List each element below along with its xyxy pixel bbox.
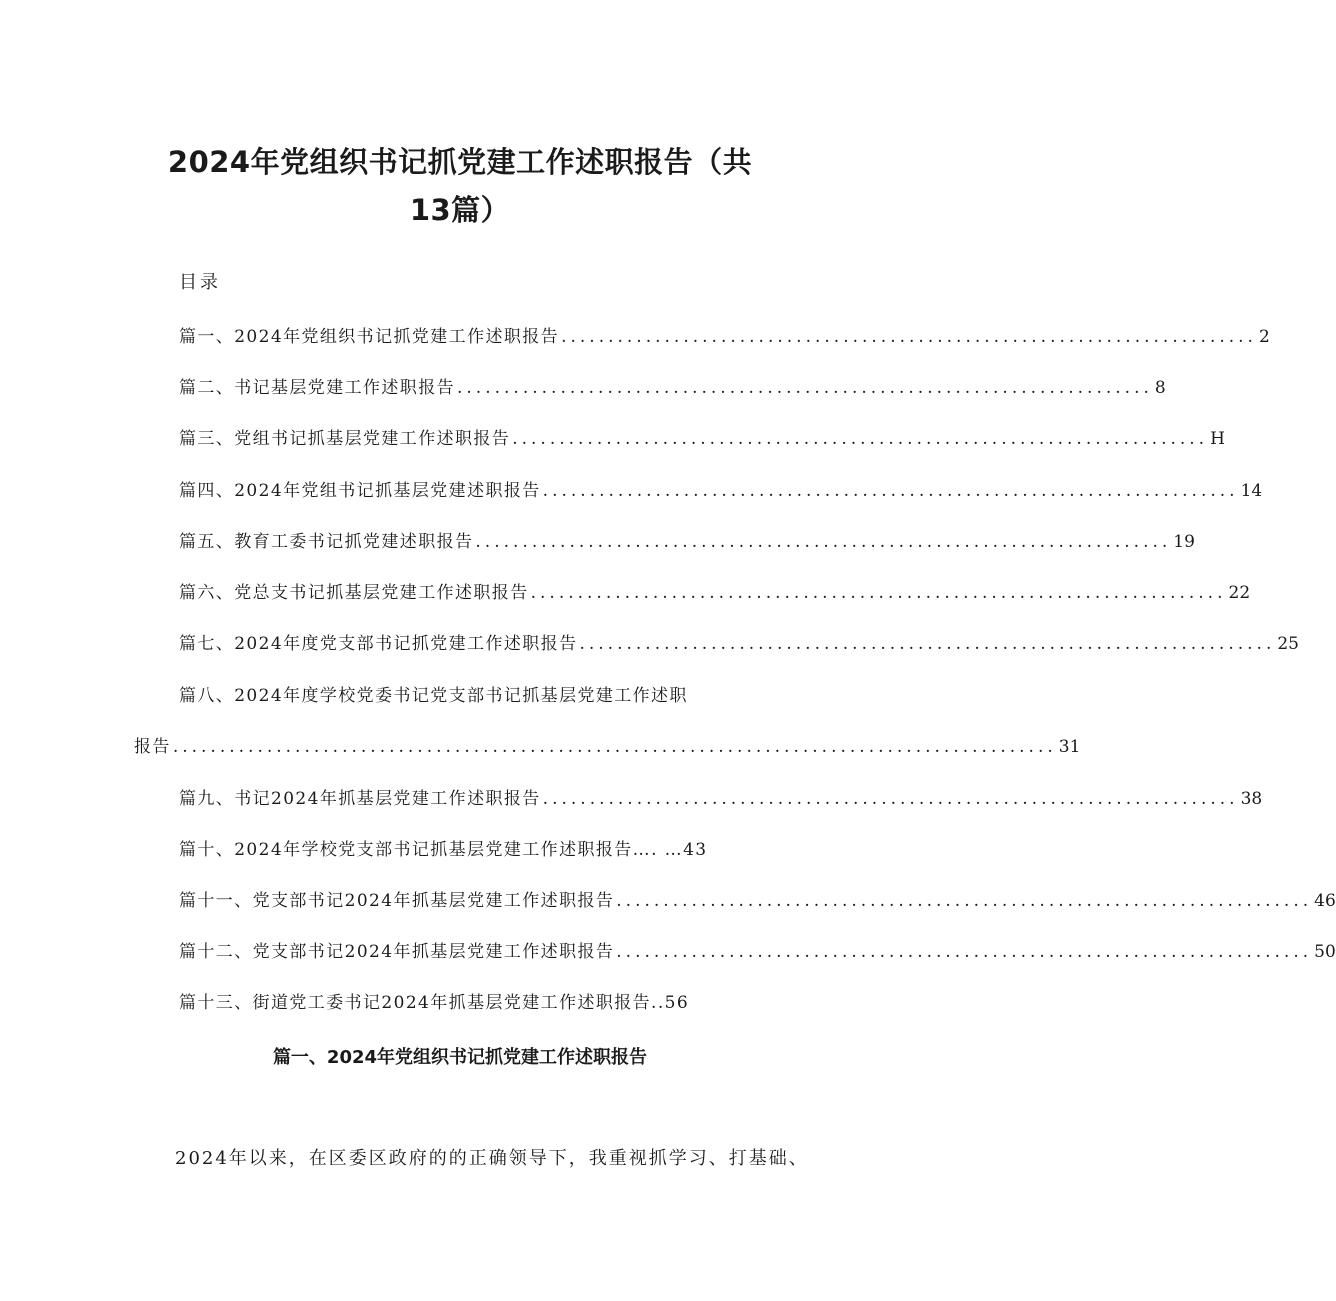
toc-leader-dots: ..........................................................................: [579, 634, 1276, 654]
toc-entry-text-line1: 篇八、2024年度学校党委书记党支部书记抓基层党建工作述职: [179, 686, 688, 706]
toc-leader-dots: ..........................................................................: [512, 429, 1209, 449]
toc-entry-text: 篇七、2024年度党支部书记抓党建工作述职报告: [179, 634, 578, 654]
toc-leader-dots: ..........................................................................: [616, 891, 1313, 911]
toc-entry: [179, 784, 1263, 809]
toc-leader-dots: ..........................................................................: [457, 378, 1153, 398]
toc-entry-page: 38: [1240, 789, 1263, 809]
toc-leader-dots: ..........................................................................: [542, 481, 1239, 501]
toc-entry-page: 22: [1228, 583, 1251, 603]
toc-entry: [179, 886, 1336, 911]
toc-leader-dots: ..........................................................................: [475, 532, 1172, 552]
toc-entry-text: 篇十二、党支部书记2024年抓基层党建工作述职报告: [179, 942, 615, 962]
toc-leader-dots: ..........................................................................: [561, 327, 1257, 347]
document-title-line2: 13篇）: [409, 193, 511, 227]
toc-entry-page: 31: [1058, 737, 1081, 757]
toc-entry-text: 篇四、2024年党组书记抓基层党建述职报告: [179, 481, 541, 501]
toc-entry: [179, 476, 1263, 501]
section-heading: 篇一、2024年党组织书记抓党建工作述职报告: [272, 1047, 648, 1068]
toc-entry-text: 篇九、书记2024年抓基层党建工作述职报告: [179, 789, 541, 809]
toc-entry-text: 篇三、党组书记抓基层党建工作述职报告: [179, 429, 511, 449]
toc-entry: [179, 578, 1251, 603]
toc-leader-dots: ..........................................................................: [542, 789, 1239, 809]
toc-entry: [179, 322, 1270, 347]
toc-entry-page: 46: [1314, 891, 1336, 911]
body-paragraph: 2024年以来，在区委区政府的的正确领导下，我重视抓学习、打基础、: [175, 1148, 809, 1169]
toc-entry-text: 篇十、2024年学校党支部书记抓基层党建工作述职报告…. …43: [179, 840, 708, 860]
toc-entry: [179, 373, 1166, 398]
toc-heading: 目录: [179, 272, 221, 293]
toc-entry-page: H: [1210, 429, 1225, 449]
toc-entry-page: 25: [1277, 634, 1299, 654]
toc-entry: [179, 527, 1195, 552]
toc-entry: [179, 424, 1225, 449]
toc-entry-text: 篇十一、党支部书记2024年抓基层党建工作述职报告: [179, 891, 615, 911]
toc-entry-text: 篇一、2024年党组织书记抓党建工作述职报告: [179, 327, 560, 347]
toc-entry-page: 19: [1173, 532, 1195, 552]
toc-leader-dots: ..........................................................................: [616, 942, 1313, 962]
toc-entry-page: 14: [1240, 481, 1263, 501]
document-title-line1: 2024年党组织书记抓党建工作述职报告（共: [167, 145, 753, 179]
toc-entry-text: 篇五、教育工委书记抓党建述职报告: [179, 532, 474, 552]
toc-entry-text: 篇六、党总支书记抓基层党建工作述职报告: [179, 583, 529, 603]
toc-leader-dots: ..........................................................................: [530, 583, 1227, 603]
toc-entry: [179, 629, 1299, 654]
toc-entry-page: 2: [1258, 327, 1270, 347]
toc-entry-text: 篇十三、街道党工委书记2024年抓基层党建工作述职报告..56: [179, 993, 690, 1013]
toc-entry-page: 50: [1314, 942, 1336, 962]
toc-entry-text: 篇二、书记基层党建工作述职报告: [179, 378, 455, 398]
toc-entry-page: 8: [1154, 378, 1166, 398]
toc-leader-dots: ..............................................................................................: [172, 737, 1057, 757]
toc-entry: [134, 732, 1081, 757]
toc-entry: [179, 937, 1336, 962]
toc-entry-text-line2: 报告: [134, 737, 171, 757]
